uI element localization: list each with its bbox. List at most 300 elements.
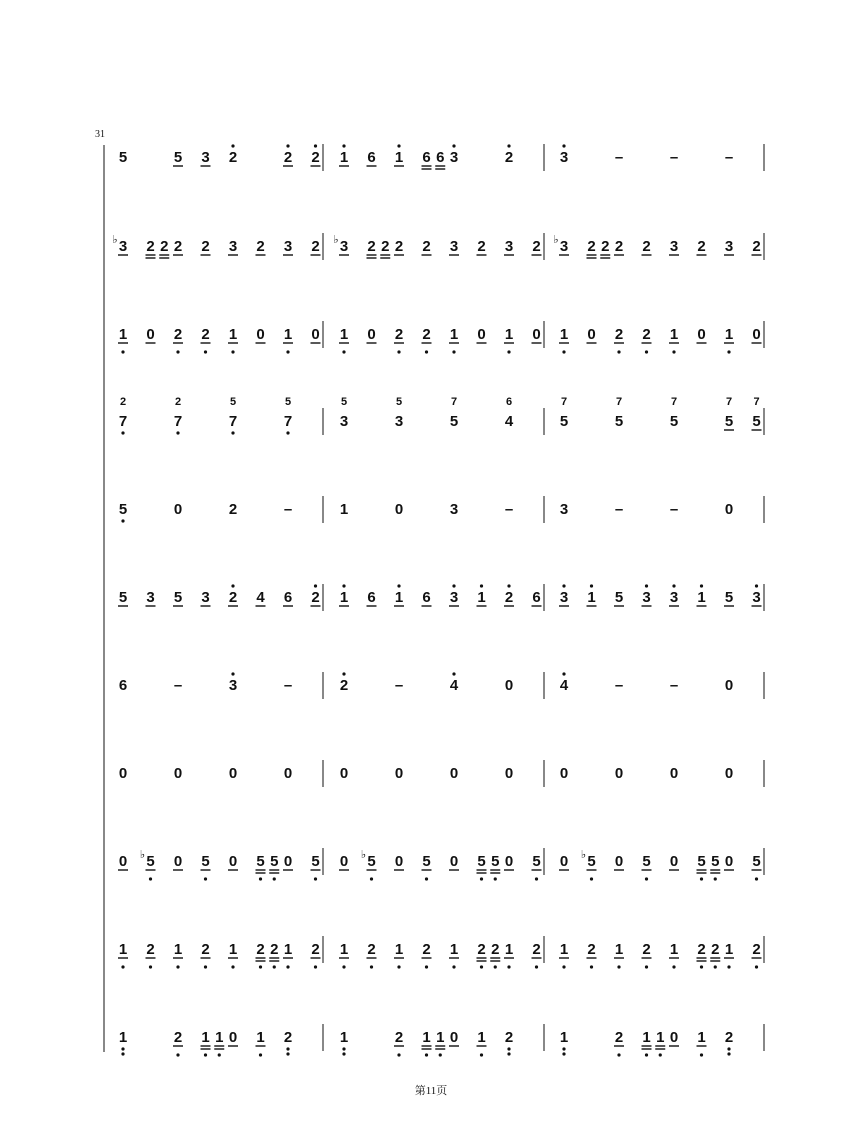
note: 0 — [669, 1029, 679, 1046]
note: 1 — [339, 149, 349, 166]
note: 0 — [559, 853, 569, 870]
low-dot — [755, 965, 758, 968]
staff-row — [118, 848, 764, 881]
note: 1 — [449, 326, 459, 343]
measure — [340, 672, 544, 699]
note: 0 — [449, 853, 459, 870]
low-dot — [480, 965, 483, 968]
measure — [559, 936, 764, 969]
note: 3 — [752, 589, 761, 606]
low-dot — [562, 1052, 565, 1055]
staff-row — [119, 144, 764, 171]
note: 1 — [283, 941, 293, 958]
note: 3 — [339, 413, 349, 430]
staff-row — [119, 760, 764, 787]
low-dot — [286, 350, 289, 353]
dash-note: – — [724, 149, 734, 166]
note: 3 — [559, 501, 569, 518]
measure — [340, 1024, 544, 1057]
low-dot — [727, 1047, 730, 1050]
measure — [340, 496, 544, 523]
staff-row — [119, 396, 764, 435]
note: 5 — [724, 589, 734, 606]
note: 1 — [394, 149, 404, 166]
note: 3 — [669, 238, 679, 255]
note: 0 — [173, 853, 183, 870]
low-dot — [273, 877, 276, 880]
note: 5 — [614, 589, 624, 606]
high-dot — [590, 584, 593, 587]
note: 2 — [532, 238, 541, 255]
note: 3 — [724, 238, 734, 255]
note: 7 — [283, 413, 293, 430]
low-dot — [562, 1047, 565, 1050]
note: 1 — [697, 1029, 706, 1046]
note: 5 — [724, 413, 734, 430]
low-dot — [425, 965, 428, 968]
note: 3 — [283, 238, 293, 255]
note: 3 — [449, 589, 459, 606]
high-dot — [342, 672, 345, 675]
note: 1 — [656, 1029, 665, 1046]
high-dot — [342, 144, 345, 147]
note: 2 — [283, 149, 293, 166]
note: 2 — [311, 238, 320, 255]
note: 5 — [173, 149, 183, 166]
note: 1 — [283, 326, 293, 343]
note: 2 — [381, 238, 390, 255]
low-dot — [439, 1053, 442, 1056]
note: 5 — [642, 853, 651, 870]
note: 1 — [339, 326, 349, 343]
note: 1 — [215, 1029, 224, 1046]
low-dot — [121, 431, 124, 434]
note: 7 — [228, 413, 238, 430]
low-dot — [176, 431, 179, 434]
dash-note: – — [614, 501, 624, 518]
low-dot — [121, 1052, 124, 1055]
low-dot — [617, 1053, 620, 1056]
dash-note: – — [669, 149, 679, 166]
measure — [118, 584, 323, 611]
note: 0 — [724, 853, 734, 870]
note: 1 — [118, 941, 128, 958]
measure — [560, 672, 764, 699]
high-dot — [452, 672, 455, 675]
high-dot — [314, 584, 317, 587]
low-dot — [314, 877, 317, 880]
note: 2 — [724, 1029, 734, 1046]
low-dot — [218, 1053, 221, 1056]
note: 0 — [228, 1029, 238, 1046]
low-dot — [480, 1053, 483, 1056]
low-dot — [286, 1052, 289, 1055]
upper-voice-note: 7 — [753, 396, 760, 408]
note: 2 — [697, 238, 706, 255]
low-dot — [121, 350, 124, 353]
note: 2 — [311, 941, 320, 958]
note: 5 — [256, 853, 265, 870]
low-dot — [714, 877, 717, 880]
note: 5 — [270, 853, 279, 870]
note: 1 — [559, 941, 569, 958]
low-dot — [259, 1053, 262, 1056]
low-dot — [176, 1053, 179, 1056]
low-dot — [204, 350, 207, 353]
note: 5 — [173, 589, 183, 606]
note: 2 — [422, 941, 431, 958]
low-dot — [273, 965, 276, 968]
note: 2 — [394, 238, 404, 255]
note: 1 — [477, 1029, 486, 1046]
note: 7 — [173, 413, 183, 430]
low-dot — [700, 1053, 703, 1056]
high-dot — [397, 584, 400, 587]
note: 2 — [228, 149, 238, 166]
low-dot — [590, 877, 593, 880]
note: 5 — [711, 853, 720, 870]
high-dot — [507, 144, 510, 147]
low-dot — [121, 965, 124, 968]
note: 0 — [394, 765, 404, 782]
staff-row — [118, 936, 764, 969]
note: 3 — [146, 589, 155, 606]
high-dot — [562, 584, 565, 587]
low-dot — [259, 965, 262, 968]
low-dot — [425, 877, 428, 880]
note: 1 — [256, 1029, 265, 1046]
measure — [560, 1024, 764, 1057]
measure — [339, 144, 544, 171]
low-dot — [342, 1047, 345, 1050]
low-dot — [727, 350, 730, 353]
note: 1 — [422, 1029, 431, 1046]
note: 0 — [118, 765, 128, 782]
low-dot — [397, 1053, 400, 1056]
high-dot — [645, 584, 648, 587]
note: 2 — [422, 238, 431, 255]
note: 1 — [339, 501, 349, 518]
high-dot — [452, 584, 455, 587]
note: 0 — [256, 326, 265, 343]
low-dot — [121, 519, 124, 522]
note: 3 — [394, 413, 404, 430]
note: 1 — [394, 589, 404, 606]
note: 0 — [504, 765, 514, 782]
low-dot — [727, 1052, 730, 1055]
low-dot — [590, 965, 593, 968]
high-dot — [231, 584, 234, 587]
low-dot — [755, 877, 758, 880]
note: 5 — [422, 853, 431, 870]
high-dot — [700, 584, 703, 587]
measure — [119, 760, 323, 787]
note: 1 — [118, 1029, 128, 1046]
flat-sign: ♭ — [580, 848, 587, 861]
note: 0 — [118, 853, 128, 870]
note: 5 — [614, 413, 624, 430]
note: 6 — [532, 589, 541, 606]
note: 0 — [587, 326, 596, 343]
note: 3 — [559, 149, 569, 166]
low-dot — [397, 350, 400, 353]
note: 2 — [256, 941, 265, 958]
note: 0 — [283, 765, 293, 782]
note: 0 — [394, 853, 404, 870]
note: 2 — [201, 326, 210, 343]
low-dot — [645, 1053, 648, 1056]
note: 2 — [173, 238, 183, 255]
note: 5 — [367, 853, 376, 870]
low-dot — [562, 350, 565, 353]
measure — [560, 760, 764, 787]
high-dot — [231, 144, 234, 147]
note: 2 — [477, 238, 486, 255]
note: 1 — [642, 1029, 651, 1046]
flat-sign: ♭ — [553, 233, 559, 246]
note: 2 — [642, 326, 651, 343]
note: 3 — [228, 677, 238, 694]
note: 1 — [173, 941, 183, 958]
low-dot — [480, 877, 483, 880]
high-dot — [314, 144, 317, 147]
high-dot — [452, 144, 455, 147]
note: 1 — [394, 941, 404, 958]
note: 0 — [228, 765, 238, 782]
note: 6 — [118, 677, 128, 694]
note: 5 — [146, 853, 155, 870]
low-dot — [286, 965, 289, 968]
low-dot — [507, 965, 510, 968]
note: 2 — [283, 1029, 293, 1046]
note: 2 — [228, 501, 238, 518]
note: 2 — [201, 941, 210, 958]
staff-row — [118, 321, 764, 354]
note: 3 — [201, 149, 210, 166]
measure-number: 31 — [95, 129, 105, 140]
dash-note: – — [283, 501, 293, 518]
low-dot — [672, 350, 675, 353]
low-dot — [645, 350, 648, 353]
note: 0 — [697, 326, 706, 343]
low-dot — [507, 1052, 510, 1055]
note: 1 — [614, 941, 624, 958]
low-dot — [121, 1047, 124, 1050]
note: 0 — [669, 765, 679, 782]
staff-row — [119, 1024, 764, 1057]
note: 1 — [559, 1029, 569, 1046]
high-dot — [562, 672, 565, 675]
low-dot — [286, 1047, 289, 1050]
note: 2 — [697, 941, 706, 958]
measure — [339, 848, 544, 881]
measure — [340, 760, 544, 787]
measure — [119, 396, 323, 435]
staff-row — [119, 672, 764, 699]
low-dot — [286, 431, 289, 434]
note: 4 — [449, 677, 459, 694]
low-dot — [342, 1052, 345, 1055]
flat-sign: ♭ — [360, 848, 367, 861]
measure — [560, 144, 764, 171]
note: 0 — [669, 853, 679, 870]
note: 4 — [256, 589, 265, 606]
measure — [118, 321, 323, 354]
low-dot — [700, 877, 703, 880]
note: 0 — [559, 765, 569, 782]
note: 5 — [559, 413, 569, 430]
dash-note: – — [669, 677, 679, 694]
note: 1 — [559, 326, 569, 343]
low-dot — [397, 965, 400, 968]
measure — [333, 233, 544, 260]
note: 2 — [504, 589, 514, 606]
low-dot — [494, 965, 497, 968]
low-dot — [231, 965, 234, 968]
note: 0 — [724, 677, 734, 694]
note: 4 — [559, 677, 569, 694]
upper-voice-note: 5 — [284, 396, 292, 408]
note: 0 — [724, 501, 734, 518]
low-dot — [562, 965, 565, 968]
high-dot — [755, 584, 758, 587]
note: 2 — [160, 238, 169, 255]
note: 2 — [146, 238, 155, 255]
measure — [553, 233, 764, 260]
note: 2 — [367, 238, 376, 255]
note: 6 — [367, 589, 376, 606]
low-dot — [314, 965, 317, 968]
low-dot — [494, 877, 497, 880]
note: 2 — [752, 941, 761, 958]
note: 1 — [339, 1029, 349, 1046]
measure — [119, 496, 323, 523]
note: 3 — [669, 589, 679, 606]
upper-voice-note: 6 — [505, 396, 513, 408]
note: 3 — [228, 238, 238, 255]
note: 0 — [449, 765, 459, 782]
note: 5 — [587, 853, 596, 870]
measure — [112, 233, 323, 260]
flat-sign: ♭ — [112, 233, 118, 246]
low-dot — [149, 877, 152, 880]
note: 2 — [504, 149, 514, 166]
note: 2 — [587, 238, 596, 255]
note: 5 — [477, 853, 486, 870]
measure — [118, 936, 323, 969]
note: 2 — [532, 941, 541, 958]
note: 5 — [311, 853, 320, 870]
note: 5 — [669, 413, 679, 430]
measure — [559, 584, 764, 611]
note: 0 — [614, 765, 624, 782]
note: 2 — [642, 238, 651, 255]
note: 2 — [173, 1029, 183, 1046]
upper-voice-note: 7 — [450, 396, 458, 408]
note: 1 — [118, 326, 128, 343]
note: 1 — [228, 941, 238, 958]
upper-voice-note: 7 — [670, 396, 678, 408]
note: 0 — [367, 326, 376, 343]
note: 5 — [491, 853, 500, 870]
note: 2 — [311, 589, 320, 606]
measure — [119, 144, 323, 171]
low-dot — [204, 965, 207, 968]
note: 3 — [339, 238, 349, 255]
upper-voice-note: 5 — [340, 396, 348, 408]
note: 5 — [532, 853, 541, 870]
measure — [339, 584, 544, 611]
note: 3 — [449, 149, 459, 166]
note: 2 — [614, 326, 624, 343]
note: 1 — [587, 589, 596, 606]
note: 5 — [752, 413, 761, 430]
low-dot — [342, 350, 345, 353]
note: 1 — [669, 326, 679, 343]
note: 3 — [449, 501, 459, 518]
measure — [118, 848, 323, 881]
note: 0 — [283, 853, 293, 870]
staves — [112, 144, 764, 1057]
measure — [559, 321, 764, 354]
note: 0 — [614, 853, 624, 870]
note: 0 — [339, 765, 349, 782]
note: 0 — [173, 501, 183, 518]
low-dot — [452, 965, 455, 968]
high-dot — [672, 584, 675, 587]
note: 1 — [339, 589, 349, 606]
note: 1 — [724, 326, 734, 343]
low-dot — [535, 965, 538, 968]
note: 1 — [436, 1029, 445, 1046]
dash-note: – — [614, 149, 624, 166]
high-dot — [562, 144, 565, 147]
note: 2 — [477, 941, 486, 958]
note: 2 — [201, 238, 210, 255]
note: 0 — [394, 501, 404, 518]
note: 2 — [394, 326, 404, 343]
note: 4 — [504, 413, 514, 430]
upper-voice-note: 5 — [395, 396, 403, 408]
note: 5 — [118, 501, 128, 518]
note: 1 — [228, 326, 238, 343]
flat-sign: ♭ — [139, 848, 146, 861]
note: 2 — [311, 149, 320, 166]
note: 2 — [642, 941, 651, 958]
dash-note: – — [614, 677, 624, 694]
dash-note: – — [504, 501, 514, 518]
low-dot — [425, 350, 428, 353]
low-dot — [535, 877, 538, 880]
dash-note: – — [669, 501, 679, 518]
page-footer: 第11页 — [414, 1085, 448, 1097]
note: 2 — [614, 1029, 624, 1046]
measure — [339, 936, 544, 969]
note: 2 — [491, 941, 500, 958]
upper-voice-note: 7 — [725, 396, 733, 408]
note: 0 — [449, 1029, 459, 1046]
high-dot — [480, 584, 483, 587]
note: 6 — [436, 149, 445, 166]
note: 6 — [367, 149, 376, 166]
dash-note: – — [173, 677, 183, 694]
high-dot — [286, 144, 289, 147]
note: 6 — [422, 589, 431, 606]
low-dot — [342, 965, 345, 968]
note: 5 — [118, 589, 128, 606]
low-dot — [204, 877, 207, 880]
low-dot — [645, 877, 648, 880]
